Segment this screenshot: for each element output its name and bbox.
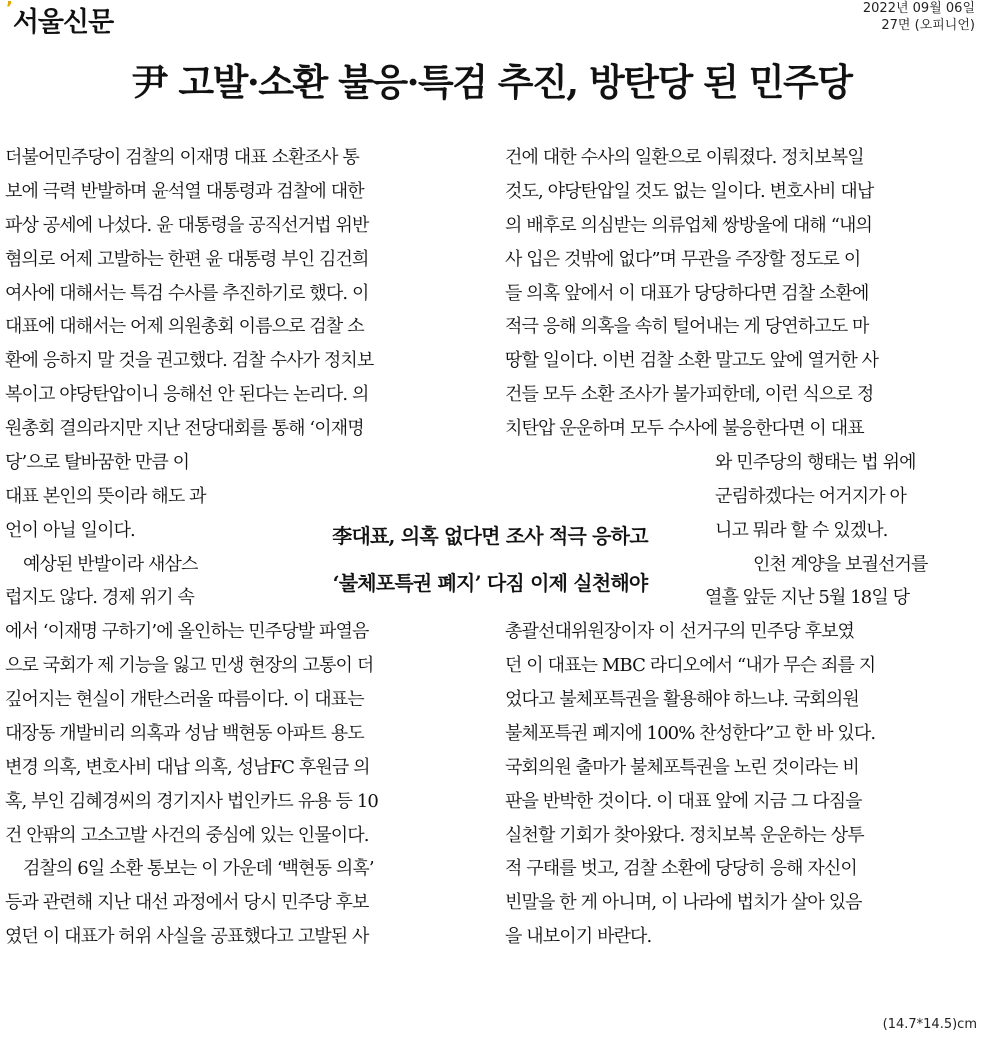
body-line: 국회의원 출마가 불체포특권을 노린 것이라는 비 — [505, 756, 859, 778]
masthead-name: 서울신문 — [12, 7, 114, 38]
body-line: 니고 뭐라 할 수 있겠나. — [715, 519, 888, 541]
body-line: 빈말을 한 게 아니며, 이 나라에 법치가 살아 있음 — [505, 892, 862, 914]
body-line: 와 민주당의 행태는 법 위에 — [715, 451, 916, 473]
body-line: 으로 국회가 제 기능을 잃고 민생 현장의 고통이 더 — [5, 655, 374, 677]
body-line: 인천 계양을 보궐선거를 — [753, 553, 928, 575]
body-line: 검찰의 6일 소환 통보는 이 가운데 ‘백현동 의혹’ — [23, 858, 374, 880]
body-line: 대표 본인의 뜻이라 해도 과 — [5, 485, 206, 507]
body-line: 럽지도 않다. 경제 위기 속 — [5, 587, 194, 609]
body-line: 총괄선대위원장이자 이 선거구의 민주당 후보였 — [505, 621, 855, 643]
body-line: 것도, 야당탄압일 것도 없는 일이다. 변호사비 대납 — [505, 180, 874, 202]
headline: 尹 고발·소환 불응·특검 추진, 방탄당 된 민주당 — [131, 60, 852, 104]
body-line: 었다고 불체포특권을 활용해야 하느냐. 국회의원 — [505, 689, 859, 711]
body-line: 변경 의혹, 변호사비 대납 의혹, 성남FC 후원금 의 — [5, 756, 370, 778]
body-line: 대표에 대해서는 어제 의원총회 이름으로 검찰 소 — [5, 316, 364, 338]
body-line: 예상된 반발이라 새삼스 — [23, 553, 198, 575]
body-line: 들 의혹 앞에서 이 대표가 당당하다면 검찰 소환에 — [505, 282, 869, 304]
body-line: 등과 관련해 지난 대선 과정에서 당시 민주당 후보 — [5, 892, 369, 914]
body-line: 건에 대한 수사의 일환으로 이뤄졌다. 정치보복일 — [505, 147, 864, 168]
body-line: 사 입은 것밖에 없다”며 무관을 주장할 정도로 이 — [505, 248, 861, 270]
body-line: 던 이 대표는 MBC 라디오에서 “내가 무슨 죄를 지 — [505, 655, 876, 677]
body-line: 판을 반박한 것이다. 이 대표 앞에 지금 그 다짐을 — [505, 790, 862, 812]
body-line: 혹, 부인 김혜경씨의 경기지사 법인카드 유용 등 10 — [5, 790, 378, 812]
body-line: 원총회 결의라지만 지난 전당대회를 통해 ‘이재명 — [5, 418, 364, 440]
article-size-note: (14.7*14.5)cm — [882, 1017, 977, 1032]
masthead-logo — [6, 0, 113, 39]
body-line: 땅할 일이다. 이번 검찰 소환 말고도 앞에 열거한 사 — [505, 350, 879, 372]
body-line: 실천할 기회가 찾아왔다. 정치보복 운운하는 상투 — [505, 824, 864, 846]
body-line: 파상 공세에 나섰다. 윤 대통령을 공직선거법 위반 — [5, 214, 369, 236]
body-line: 에서 ‘이재명 구하기’에 올인하는 민주당발 파열음 — [5, 621, 369, 643]
publication-meta — [863, 0, 975, 34]
body-line: 보에 극력 반발하며 윤석열 대통령과 검찰에 대한 — [5, 180, 364, 202]
body-line: 여사에 대해서는 특검 수사를 추진하기로 했다. 이 — [5, 282, 369, 304]
body-line: 환에 응하지 말 것을 권고했다. 검찰 수사가 정치보 — [5, 350, 374, 372]
body-line: 였던 이 대표가 허위 사실을 공표했다고 고발된 사 — [5, 926, 369, 948]
body-line: 적극 응해 의혹을 속히 털어내는 게 당연하고도 마 — [505, 316, 869, 338]
body-line: 당’으로 탈바꿈한 만큼 이 — [5, 451, 190, 473]
body-line: 혐의로 어제 고발하는 한편 윤 대통령 부인 김건희 — [5, 248, 369, 270]
body-line: 군림하겠다는 어거지가 아 — [715, 485, 907, 507]
body-line: 언이 아닐 일이다. — [5, 519, 135, 541]
body-line: 치탄압 운운하며 모두 수사에 불응한다면 이 대표 — [505, 418, 864, 440]
body-line: 더불어민주당이 검찰의 이재명 대표 소환조사 통 — [5, 147, 359, 168]
body-line: 을 내보이기 바란다. — [505, 926, 652, 948]
body-line: 의 배후로 의심받는 의류업체 쌍방울에 대해 “내의 — [505, 214, 872, 236]
body-line: 건 안팎의 고소고발 사건의 중심에 있는 인물이다. — [5, 824, 369, 846]
publication-date: 2022년 09월 06일 — [862, 1, 975, 16]
body-line: 대장동 개발비리 의혹과 성남 백현동 아파트 용도 — [5, 722, 364, 744]
pull-quote-line-2: ‘불체포특권 폐지’ 다짐 이제 실천해야 — [332, 571, 648, 595]
page-section: 27면 (오피니언) — [881, 18, 975, 33]
body-line: 적 구태를 벗고, 검찰 소환에 당당히 응해 자신이 — [505, 858, 857, 880]
body-line: 건들 모두 소환 조사가 불가피한데, 이런 식으로 정 — [505, 384, 874, 406]
body-line: 불체포특권 폐지에 100% 찬성한다”고 한 바 있다. — [505, 722, 876, 744]
body-line: 깊어지는 현실이 개탄스러울 따름이다. 이 대표는 — [5, 689, 364, 711]
pull-quote-line-1: 李대표, 의혹 없다면 조사 적극 응하고 — [332, 524, 648, 548]
body-line: 열흘 앞둔 지난 5월 18일 당 — [705, 587, 910, 609]
body-line: 복이고 야당탄압이니 응해선 안 된다는 논리다. 의 — [5, 384, 369, 406]
masthead-mark: ’ — [6, 0, 12, 19]
